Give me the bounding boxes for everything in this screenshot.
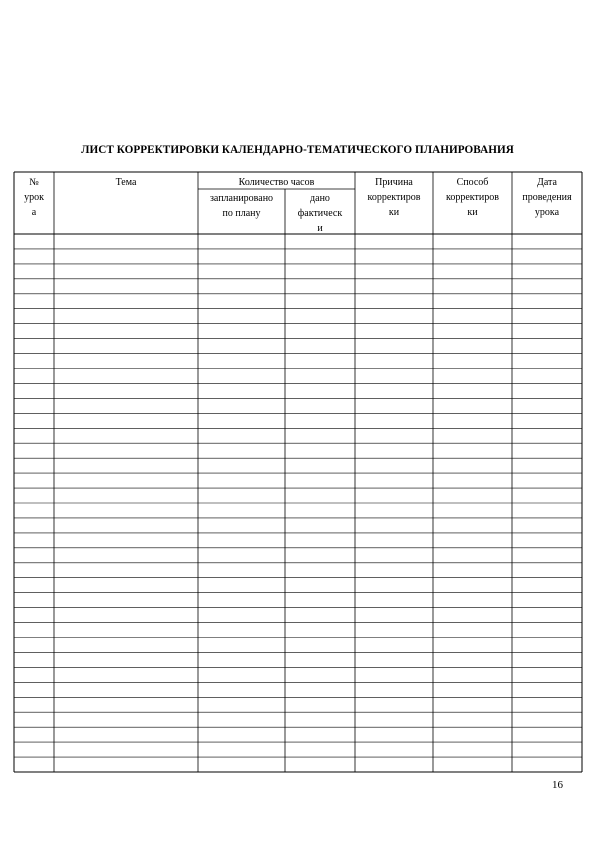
page-number: 16 (552, 779, 563, 791)
table-grid-lines (14, 172, 582, 772)
page-title: ЛИСТ КОРРЕКТИРОВКИ КАЛЕНДАРНО-ТЕМАТИЧЕСКОГО ПЛАНИРОВАНИЯ (81, 144, 514, 156)
column-header-planned: запланировано по плану (209, 193, 274, 219)
correction-table (14, 172, 582, 772)
column-header-method: Способ корректиров ки (446, 177, 499, 218)
column-header-reason: Причина корректиров ки (367, 177, 421, 218)
column-header-topic: Тема (115, 177, 137, 188)
column-header-date: Дата проведения урока (522, 177, 572, 218)
column-header-hours-group: Количество часов (238, 177, 315, 188)
column-header-lesson-number: № урок а (24, 177, 44, 218)
column-header-actual: дано фактическ и (297, 193, 343, 234)
